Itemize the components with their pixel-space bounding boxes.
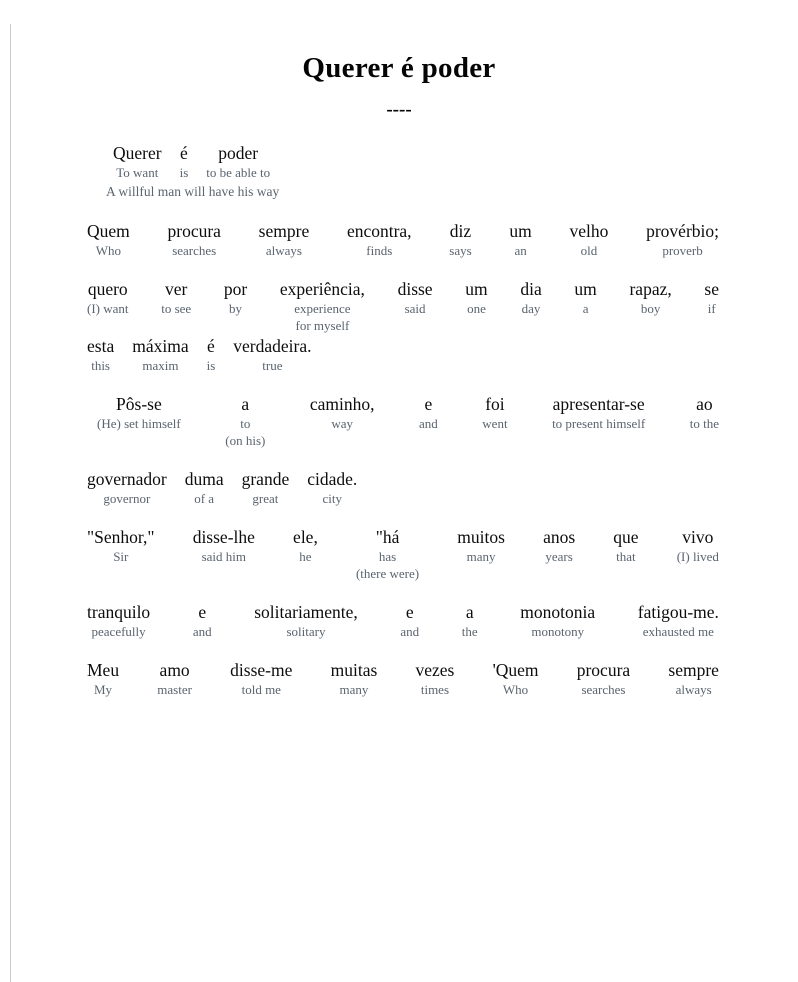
gloss-word: to	[240, 416, 251, 431]
source-word: máxima	[132, 336, 189, 356]
gloss-word: maxim	[142, 358, 179, 373]
word-unit	[78, 660, 128, 698]
source-word: por	[223, 279, 248, 299]
interlinear-line	[78, 527, 728, 582]
word-unit	[473, 394, 516, 432]
source-word: sempre	[258, 221, 310, 241]
interlinear-line	[104, 143, 728, 181]
word-unit	[271, 279, 374, 334]
gloss-word: one	[467, 301, 486, 316]
word-unit	[88, 394, 190, 432]
source-word: anos	[543, 527, 576, 547]
source-word: e	[405, 602, 414, 622]
gloss-word: many	[466, 549, 496, 564]
source-word: ver	[165, 279, 188, 299]
gloss-word: master	[157, 682, 192, 697]
word-unit	[456, 279, 496, 317]
source-word: muitas	[330, 660, 378, 680]
word-unit	[171, 143, 198, 181]
source-word: apresentar-se	[552, 394, 645, 414]
source-word: a	[465, 602, 474, 622]
source-word: velho	[569, 221, 609, 241]
word-unit	[389, 279, 442, 317]
word-unit	[484, 660, 548, 698]
source-word: provérbio;	[646, 221, 719, 241]
source-word: um	[509, 221, 532, 241]
word-unit	[347, 527, 428, 582]
gloss-word: Sir	[113, 549, 129, 564]
word-unit	[681, 394, 728, 432]
source-word: poder	[218, 143, 259, 163]
word-unit	[298, 469, 366, 507]
source-word: 'Quem	[492, 660, 539, 680]
gloss-word: and	[400, 624, 420, 639]
gloss-word: to be able to	[206, 165, 271, 180]
gloss-word: searches	[172, 243, 217, 258]
gloss-word: to present himself	[552, 416, 646, 431]
word-unit	[78, 221, 139, 259]
title-separator: ----	[386, 99, 412, 120]
word-unit	[250, 221, 319, 259]
word-unit	[176, 469, 233, 507]
gloss-word: if	[707, 301, 716, 316]
word-unit	[604, 527, 647, 565]
word-unit	[215, 279, 256, 317]
word-unit	[197, 143, 279, 181]
gloss-word: experience	[294, 301, 351, 316]
source-word: ele,	[293, 527, 318, 547]
gloss-word: exhausted me	[642, 624, 714, 639]
word-unit	[453, 602, 487, 640]
source-word: rapaz,	[629, 279, 672, 299]
source-word: verdadeira.	[233, 336, 312, 356]
source-word: dia	[520, 279, 542, 299]
word-unit	[565, 279, 605, 317]
word-unit	[245, 602, 367, 640]
source-word: tranquilo	[87, 602, 151, 622]
word-unit	[668, 527, 728, 565]
source-word: "há	[375, 527, 400, 547]
word-unit	[78, 336, 123, 374]
interlinear-line	[78, 660, 728, 698]
gloss-word: always	[265, 243, 302, 258]
source-word: amo	[159, 660, 190, 680]
gloss-word: searches	[581, 682, 626, 697]
gloss-word: to see	[161, 301, 192, 316]
source-word: Pôs-se	[116, 394, 162, 414]
gloss-word: (there were)	[355, 566, 420, 581]
gloss-word: (He) set himself	[97, 416, 181, 431]
word-unit	[695, 279, 728, 317]
gloss-word: went	[482, 416, 508, 431]
word-unit	[629, 602, 728, 640]
gloss-word: for myself	[295, 318, 350, 333]
word-unit	[500, 221, 540, 259]
interlinear-line	[78, 221, 728, 259]
word-unit	[184, 527, 264, 565]
gloss-word: monotony	[531, 624, 585, 639]
gloss-word: of a	[194, 491, 215, 506]
gloss-word: finds	[366, 243, 393, 258]
gloss-word: (I) want	[87, 301, 129, 316]
interlinear-line	[78, 469, 728, 507]
stanza-quero-ver	[78, 279, 728, 374]
gloss-word: boy	[640, 301, 661, 316]
word-unit	[410, 394, 447, 432]
gloss-word: Who	[502, 682, 529, 697]
gloss-word: To want	[116, 165, 159, 180]
word-unit	[78, 279, 138, 317]
stanza-governador	[78, 469, 728, 507]
source-word: Quem	[87, 221, 130, 241]
gloss-word: (on his)	[225, 433, 266, 448]
source-word: disse	[397, 279, 433, 299]
source-word: duma	[184, 469, 224, 489]
source-word: esta	[87, 336, 115, 356]
free-translation: A willful man will have his way	[106, 184, 280, 199]
interlinear-line	[78, 602, 728, 640]
source-word: "Senhor,"	[87, 527, 155, 547]
source-word: disse-lhe	[192, 527, 255, 547]
source-word: experiência,	[279, 279, 365, 299]
gloss-word: (I) lived	[676, 549, 719, 564]
word-unit	[123, 336, 197, 374]
gloss-word: he	[299, 549, 312, 564]
gloss-word: is	[179, 165, 189, 180]
gloss-word: told me	[241, 682, 281, 697]
stanza-senhor	[78, 527, 728, 582]
word-unit	[659, 660, 728, 698]
source-word: ao	[696, 394, 713, 414]
gloss-word: way	[331, 416, 354, 431]
gloss-word: solitary	[286, 624, 326, 639]
source-word: vezes	[415, 660, 455, 680]
word-unit	[224, 336, 320, 374]
stanza-querer-e-poder	[78, 143, 728, 201]
source-word: é	[180, 143, 188, 163]
word-unit	[511, 279, 550, 317]
source-word: um	[574, 279, 597, 299]
gloss-word: to the	[689, 416, 719, 431]
gloss-word: that	[616, 549, 636, 564]
interlinear-line	[78, 279, 728, 334]
gloss-word: has	[378, 549, 397, 564]
source-word: a	[241, 394, 250, 414]
word-unit	[637, 221, 728, 259]
source-word: encontra,	[346, 221, 412, 241]
gloss-word: a	[582, 301, 589, 316]
source-word: governador	[87, 469, 167, 489]
word-unit	[233, 469, 299, 507]
gloss-word: peacefully	[91, 624, 146, 639]
word-unit	[440, 221, 480, 259]
gloss-word: great	[252, 491, 279, 506]
word-unit	[560, 221, 617, 259]
word-unit	[322, 660, 387, 698]
source-word: e	[198, 602, 207, 622]
word-unit	[407, 660, 464, 698]
source-word: solitariamente,	[254, 602, 358, 622]
page-title: Querer é poder	[302, 52, 496, 84]
word-unit	[284, 527, 327, 565]
source-word: é	[207, 336, 215, 356]
gloss-word: years	[545, 549, 573, 564]
interlinear-line	[88, 394, 728, 449]
gloss-word: My	[94, 682, 113, 697]
gloss-word: this	[91, 358, 110, 373]
source-word: procura	[167, 221, 221, 241]
word-unit	[568, 660, 639, 698]
stanza-pos-se	[78, 394, 728, 449]
word-unit	[448, 527, 514, 565]
source-word: disse-me	[230, 660, 293, 680]
interlinear-line	[78, 336, 728, 374]
word-unit	[620, 279, 680, 317]
source-word: Querer	[113, 143, 162, 163]
word-unit	[78, 527, 164, 565]
source-word: caminho,	[309, 394, 375, 414]
gloss-word: city	[322, 491, 342, 506]
source-word: vivo	[682, 527, 714, 547]
source-word: sempre	[668, 660, 719, 680]
word-unit	[301, 394, 384, 432]
gloss-word: and	[419, 416, 438, 431]
gloss-word: the	[461, 624, 478, 639]
source-word: que	[613, 527, 639, 547]
source-word: grande	[241, 469, 290, 489]
gloss-word: times	[420, 682, 450, 697]
word-unit	[78, 469, 176, 507]
word-unit	[221, 660, 301, 698]
source-word: quero	[87, 279, 128, 299]
word-unit	[338, 221, 421, 259]
gloss-word: an	[514, 243, 527, 258]
gloss-word: said him	[201, 549, 246, 564]
source-word: procura	[576, 660, 631, 680]
source-word: e	[424, 394, 433, 414]
word-unit	[534, 527, 584, 565]
word-unit	[78, 602, 159, 640]
word-unit	[159, 221, 230, 259]
word-unit	[104, 143, 171, 181]
word-unit	[216, 394, 274, 449]
word-unit	[511, 602, 604, 640]
gloss-word: true	[262, 358, 283, 373]
source-word: foi	[485, 394, 505, 414]
gloss-word: always	[675, 682, 712, 697]
source-word: muitos	[457, 527, 505, 547]
gloss-word: and	[192, 624, 212, 639]
source-word: monotonia	[520, 602, 596, 622]
gloss-word: Who	[95, 243, 122, 258]
stanza-meu-amo	[78, 660, 728, 698]
stanza-tranquilo	[78, 602, 728, 640]
source-word: fatigou-me.	[637, 602, 719, 622]
word-unit	[543, 394, 654, 432]
word-unit	[391, 602, 428, 640]
source-word: Meu	[87, 660, 120, 680]
gloss-word: said	[404, 301, 426, 316]
source-word: cidade.	[307, 469, 358, 489]
gloss-word: is	[206, 358, 216, 373]
gloss-word: by	[229, 301, 243, 316]
word-unit	[198, 336, 225, 374]
source-word: diz	[449, 221, 472, 241]
gloss-word: says	[449, 243, 472, 258]
word-unit	[184, 602, 221, 640]
source-word: um	[465, 279, 488, 299]
word-unit	[152, 279, 200, 317]
gloss-word: governor	[103, 491, 151, 506]
gloss-word: many	[339, 682, 369, 697]
word-unit	[148, 660, 201, 698]
source-word: se	[704, 279, 719, 299]
gloss-word: day	[521, 301, 541, 316]
interlinear-text-body	[0, 143, 798, 698]
gloss-word: proverb	[662, 243, 703, 258]
gloss-word: old	[580, 243, 598, 258]
stanza-quem-procura	[78, 221, 728, 259]
